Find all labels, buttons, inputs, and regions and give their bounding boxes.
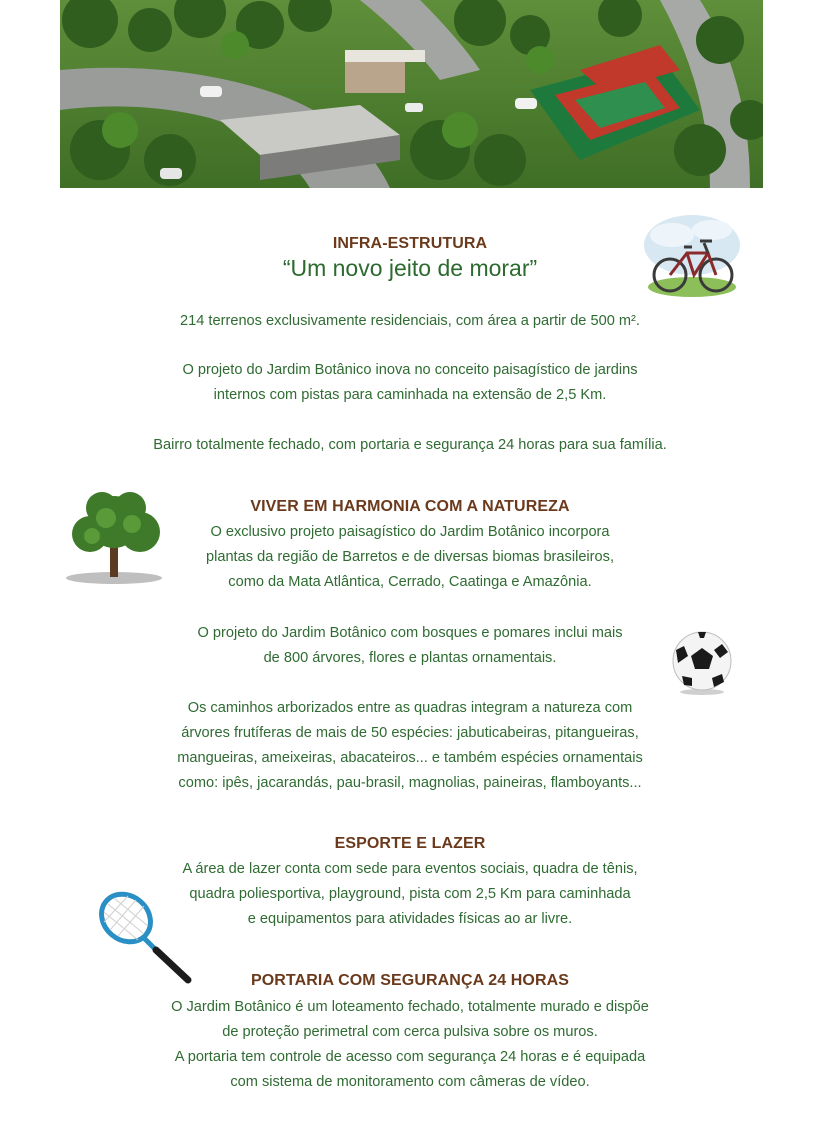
infra-paragraph-2: [0, 358, 820, 408]
hero-image: [60, 0, 763, 188]
text-line: O Jardim Botânico é um loteamento fechado, totalmente murado e dispõe: [171, 999, 649, 1015]
nature-paragraph-3: [0, 696, 820, 796]
text-line: 214 terrenos exclusivamente residenciais, com área a partir de 500 m².: [180, 313, 640, 329]
text-line: de proteção perimetral com cerca pulsiva sobre os muros.: [222, 1024, 598, 1040]
text-line: A área de lazer conta com sede para eventos sociais, quadra de tênis,: [182, 861, 638, 877]
text-line: mangueiras, ameixeiras, abacateiros... e também espécies ornamentais: [177, 750, 643, 766]
security-paragraph-1: [0, 995, 820, 1095]
text-line: de 800 árvores, flores e plantas ornamentais.: [263, 650, 557, 666]
text-line: O exclusivo projeto paisagístico do Jardim Botânico incorpora: [210, 524, 610, 540]
text-line: internos com pistas para caminhada na extensão de 2,5 Km.: [213, 387, 607, 403]
text-line: quadra poliesportiva, playground, pista com 2,5 Km para caminhada: [189, 886, 631, 902]
text-line: plantas da região de Barretos e de diversas biomas brasileiros,: [205, 549, 615, 565]
text-line: com sistema de monitoramento com câmeras de vídeo.: [230, 1074, 590, 1090]
text-line: árvores frutíferas de mais de 50 espécies: jabuticabeiras, pitangueiras,: [181, 725, 639, 741]
nature-paragraph-2: [0, 621, 820, 671]
text-line: como: ipês, jacarandás, pau-brasil, magnolias, paineiras, flamboyants...: [178, 775, 642, 791]
sport-paragraph-1: [0, 857, 820, 932]
infra-paragraph-3: [0, 433, 820, 458]
security-heading: PORTARIA COM SEGURANÇA 24 HORAS: [250, 972, 570, 989]
sport-heading: ESPORTE E LAZER: [334, 835, 486, 852]
text-line: como da Mata Atlântica, Cerrado, Caatinga e Amazônia.: [228, 574, 592, 590]
infra-subheading: “Um novo jeito de morar”: [282, 255, 538, 281]
infra-heading: INFRA-ESTRUTURA: [332, 235, 488, 252]
text-line: A portaria tem controle de acesso com segurança 24 horas e é equipada: [174, 1049, 646, 1065]
infra-paragraph-1: [0, 309, 820, 334]
bicycle-icon: [642, 205, 742, 301]
text-line: O projeto do Jardim Botânico inova no conceito paisagístico de jardins: [182, 362, 638, 378]
text-line: Os caminhos arborizados entre as quadras integram a natureza com: [187, 700, 633, 716]
nature-heading: VIVER EM HARMONIA COM A NATUREZA: [250, 498, 570, 515]
text-line: O projeto do Jardim Botânico com bosques e pomares inclui mais: [197, 625, 623, 641]
nature-paragraph-1: [0, 520, 820, 595]
text-line: Bairro totalmente fechado, com portaria e segurança 24 horas para sua família.: [153, 437, 667, 453]
text-line: e equipamentos para atividades físicas ao ar livre.: [247, 911, 573, 927]
